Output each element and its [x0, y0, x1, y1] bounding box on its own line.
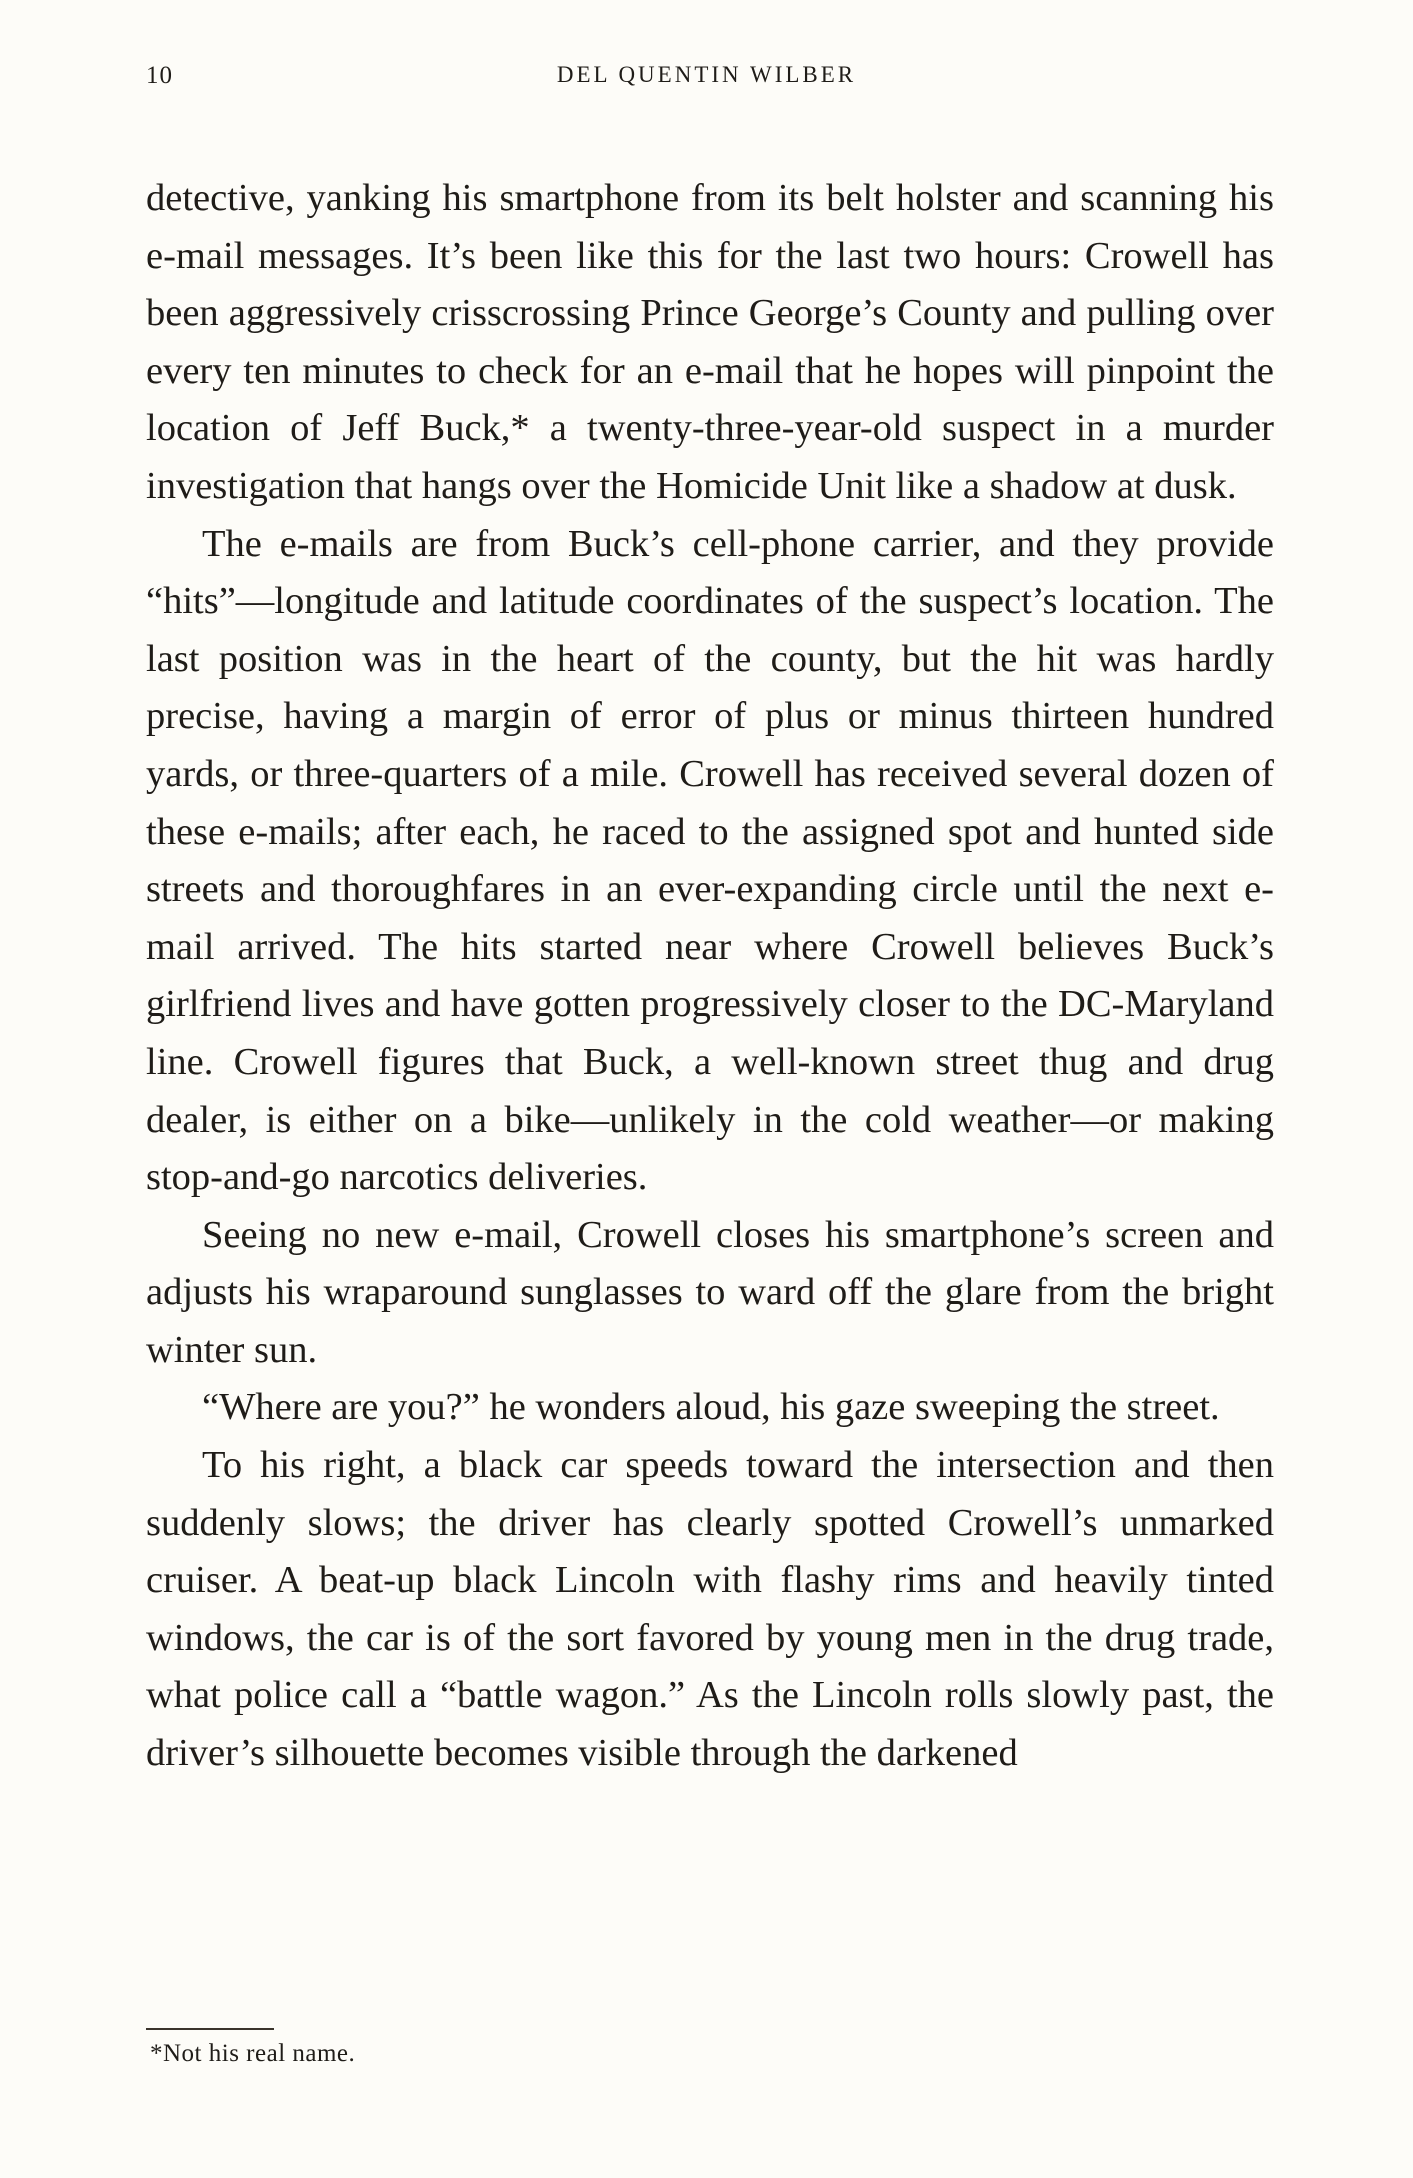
running-title: DEL QUENTIN WILBER: [556, 62, 857, 87]
paragraph: To his right, a black car speeds toward the intersection and then suddenly slows; the driver has clearly spotted Crowell’s unmarked cruiser. A beat-up black Lincoln with flashy rims and heavily tinted windows, the car is of the sort favored by young men in the drug trade, what police call a “battle wagon.” As the Lincoln rolls slowly past, the driver’s silhouette becomes visible through the darkened: [146, 1444, 1274, 1775]
footnote-rule: [146, 2028, 274, 2030]
footnote: *Not his real name.: [150, 2040, 356, 2067]
paragraph: The e-mails are from Buck’s cell-phone carrier, and they provide “hits”—longitude and latitude coordinates of the suspect’s location. The last position was in the heart of the county, but the hit was hardly precise, having a margin of error of plus or minus thirteen hundred yards, or three-quarters of a mile. Crowell has received several dozen of these e-mails; after each, he raced to the assigned spot and hunted side streets and thoroughfares in an ever-expanding circle until the next e-mail arrived. The hits started near where Crowell believes Buck’s girlfriend lives and have gotten progressively closer to the DC-Maryland line. Crowell figures that Buck, a well-known street thug and drug dealer, is either on a bike—unlikely in the cold weather—or making stop-and-go narcotics deliveries.: [146, 522, 1274, 1199]
paragraph: Seeing no new e-mail, Crowell closes his smartphone’s screen and adjusts his wraparound sunglasses to ward off the glare from the bright winter sun.: [146, 1213, 1274, 1371]
body-text: [146, 170, 1274, 1783]
paragraph-continuation: detective, yanking his smartphone from its belt holster and scanning his e-mail messages. It’s been like this for the last two hours: Crowell has been aggressively crisscrossing Prince George’s County and pulling over every ten minutes to check for an e-mail that he hopes will pinpoint the location of Jeff Buck,* a twenty-three-year-old suspect in a murder investigation that hangs over the Homicide Unit like a shadow at dusk.: [146, 177, 1274, 507]
page-number: 10: [146, 62, 173, 89]
running-head: [0, 62, 1413, 102]
paragraph: “Where are you?” he wonders aloud, his gaze sweeping the street.: [202, 1386, 1220, 1429]
